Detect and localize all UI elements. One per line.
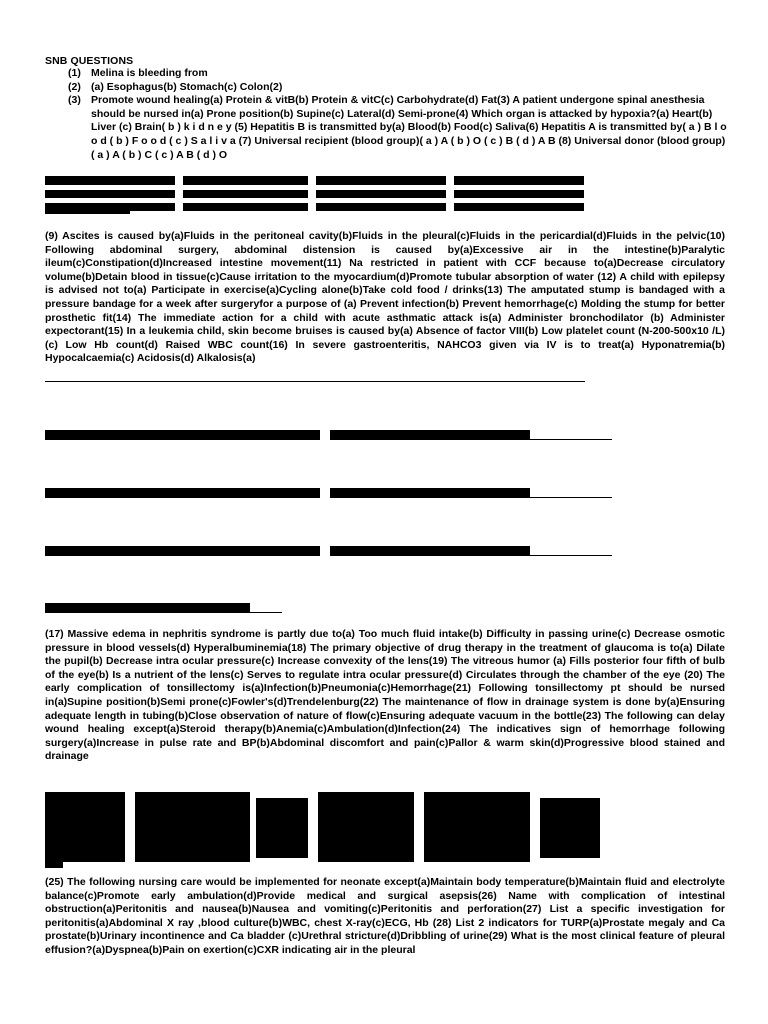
redaction-bar: [316, 203, 446, 211]
divider: [530, 497, 612, 498]
divider: [45, 381, 585, 382]
redaction-bar: [316, 176, 446, 185]
redaction-bar: [316, 190, 446, 198]
redaction-bar: [540, 798, 600, 858]
redaction-bar: [45, 190, 175, 198]
redaction-bar: [45, 546, 320, 556]
redaction-bar: [330, 430, 530, 440]
list-item: [68, 81, 728, 95]
list-item: [68, 67, 728, 81]
redaction-bar: [45, 207, 130, 214]
redaction-bar: [45, 430, 320, 440]
redaction-bar: [183, 176, 308, 185]
divider: [250, 612, 282, 613]
questions-paragraph-1: (9) Ascites is caused by(a)Fluids in the peritoneal cavity(b)Fluids in the pleural(c)Fluids in the pericardial(d)Fluids in the pelvic(10) Following abdominal surgery, abdominal distension is caused by(a)Excessive air in the intestine(b)Paralytic ileum(c)Constipation(d)Increased intestine movement(11) Na restricted in patient with CCF because to(a)Decrease circulatory volume(b)Detain blood in tissue(c)Cause irritation to the myocardium(d)Promote tubular absorption of water (12) A child with epilepsy is advised not to(a) Participate in exercise(a)Cycling alone(b)Take cold food / drinks(13) The amputated stump is bandaged with a pressure bandage for a week after surgeryfor a purpose of (a) Prevent infection(b) Prevent hemorrhage(c) Molding the stump for better prosthetic fit(14) The immediate action for a child with acute asthmatic attack is(a) Administer bronchodilator (b) Administer expectorant(15) In a leukemia child, skin become bruises is caused by(a) Absence of factor VIII(b) Low platelet count (N-200-500x10 /L)(c) Low Hb count(d) Raised WBC count(16) In severe gastroenteritis, NAHCO3 given via IV is to treat(a) Hyponatremia(b) Hypocalcaemia(c) Acidosis(d) Alkalosis(a): [45, 230, 725, 365]
redaction-bar: [454, 190, 584, 198]
redaction-bar: [454, 176, 584, 185]
redaction-bar: [318, 792, 414, 862]
list-text: Promote wound healing(a) Protein & vitB(b) Protein & vitC(c) Carbohydrate(d) Fat(3) A patient undergone spinal anesthesia should be nursed in(a) Prone position(b) Supine(c) Lateral(d) Semi-prone(4) Which organ is attacked by hypoxia?(a) Heart(b) Liver (c) Brain( b ) k i d n e y (5) Hepatitis B is transmitted by(a) Blood(b) Food(c) Saliva(6) Hepatitis A is transmitted by( a ) B l o o d ( b ) F o o d ( c ) S a l i v a (7) Universal recipient (blood group)( a ) A ( b ) O ( c ) B ( d ) A B (8) Universal donor (blood group) ( a ) A ( b ) C ( c ) A B ( d ) O: [91, 94, 727, 161]
redaction-bar: [330, 488, 530, 498]
redaction-bar: [183, 203, 308, 211]
redaction-bar: [256, 798, 308, 858]
redaction-bar: [45, 862, 63, 868]
list-number: (2): [68, 80, 81, 93]
redaction-bar: [454, 203, 584, 211]
redaction-bar: [45, 488, 320, 498]
redaction-bar: [45, 792, 125, 862]
list-item: [68, 94, 728, 162]
list-text: (a) Esophagus(b) Stomach(c) Colon(2): [91, 80, 283, 93]
list-number: (1): [68, 67, 81, 79]
document-heading: SNB QUESTIONS: [45, 55, 134, 67]
redaction-bar: [45, 176, 175, 185]
questions-paragraph-3: (25) The following nursing care would be implemented for neonate except(a)Maintain body temperature(b)Maintain fluid and electrolyte balance(c)Promote early ambulation(d)Provide medical and surgical asepsis(26) Name with complication of intestinal obstruction(a)Peritonitis and nausea(b)Nausea and vomiting(c)Peritonitis and perforation(27) List a specific investigation for peritonitis(a)Abdominal X ray ,blood culture(b)WBC, chest X-ray(c)ECG, Hb (28) List 2 indicators for TURP(a)Prostate megaly and Ca prostate(b)Urinary incontinence and Ca bladder (c)Urethral stricture(d)Dribbling of urine(29) What is the most clinical feature of pleural effusion?(a)Dyspnea(b)Pain on exertion(c)CXR indicating air in the pleural: [45, 876, 725, 956]
redaction-bar: [135, 792, 250, 862]
divider: [530, 439, 612, 440]
divider: [530, 555, 612, 556]
redaction-bar: [330, 546, 530, 556]
question-list: [68, 67, 728, 162]
questions-paragraph-2: (17) Massive edema in nephritis syndrome is partly due to(a) Too much fluid intake(b) Difficulty in passing urine(c) Decrease osmotic pressure in blood vessels(d) Hyperalbuminemia(18) The primary objective of drug therapy in the treatment of glaucoma is to(a) Dilate the pupil(b) Decrease intra ocular pressure(c) Increase convexity of the lens(19) The vitreous humor (a) Fills posterior four fifth of bulb of the eye(b) Is a nutrient of the lens(c) Serves to regulate intra ocular pressure(d) Circulates through the chamber of the eye (20) The early complication of tonsillectomy is(a)Infection(b)Pneumonia(c)Hemorrhage(21) Following tonsillectomy pt should be nursed in(a)Supine position(b)Semi prone(c)Fowler's(d)Trendelenburg(22) The maintenance of flow in drainage system is done by(a)Ensuring adequate length in tubing(b)Close observation of nature of flow(c)Ensuring adequate vacuum in the bottle(23) The following can delay wound healing except(a)Steroid therapy(b)Anemia(c)Ambulation(d)Infection(24) The indicatives sign of hemorrhage following surgery(a)Increase in pulse rate and BP(b)Abdominal discomfort and pain(c)Pallor & warm skin(d)Progressive blood stained and drainage: [45, 628, 725, 763]
redaction-bar: [45, 603, 250, 613]
redaction-bar: [183, 190, 308, 198]
list-number: (3): [68, 94, 81, 107]
redaction-bar: [424, 792, 530, 862]
list-text: Melina is bleeding from: [91, 67, 208, 79]
